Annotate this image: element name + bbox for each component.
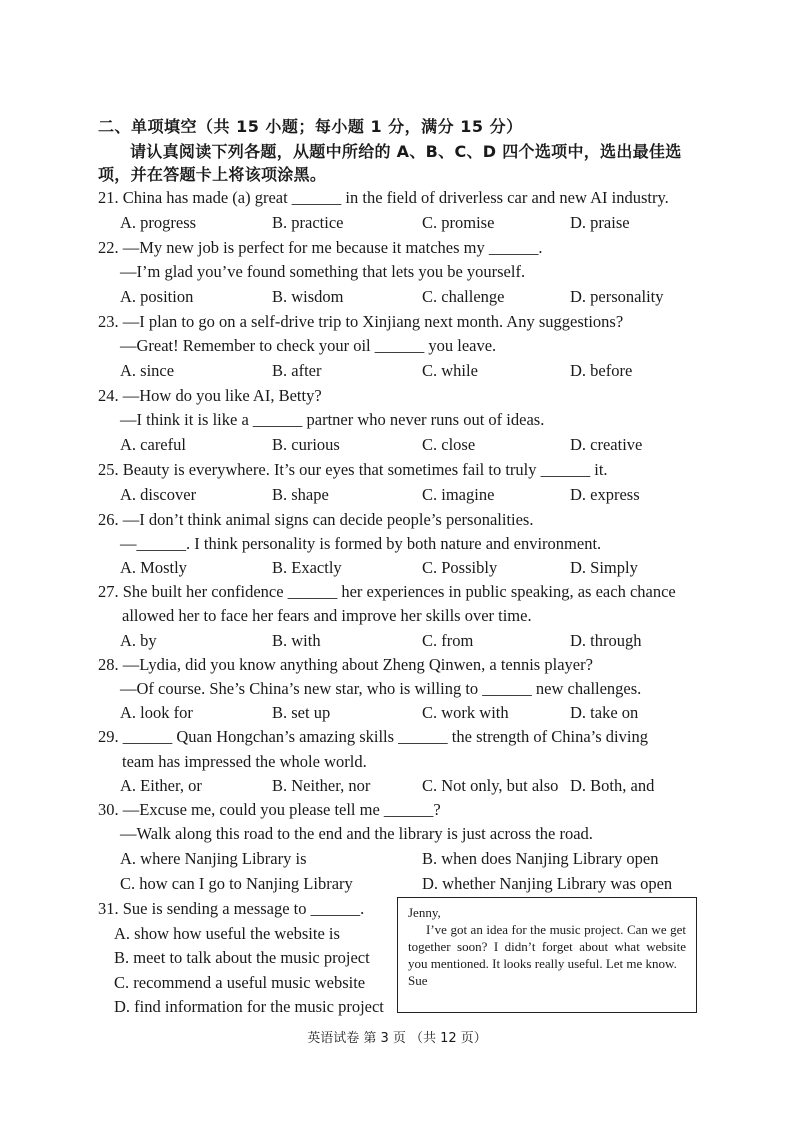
question-text: She built her confidence ______ her experiences in public speaking, as each chance <box>122 582 676 601</box>
option-d[interactable]: D. Simply <box>570 558 638 577</box>
option-b[interactable]: B. when does Nanjing Library open <box>422 849 659 868</box>
question-number: 28. <box>98 655 119 674</box>
section-instruction-line2: 项，并在答题卡上将该项涂黑。 <box>98 165 327 184</box>
question-text-line: —Great! Remember to check your oil ______ you leave. <box>120 336 497 355</box>
question-text: Sue is sending a message to ______. <box>122 899 365 918</box>
option-b[interactable]: B. shape <box>272 485 329 504</box>
question-27-stem <box>98 582 676 602</box>
option-b[interactable]: B. after <box>272 361 322 380</box>
question-21-stem <box>98 188 669 208</box>
question-24-stem <box>98 386 322 406</box>
question-31-stem <box>98 899 364 919</box>
question-text: ______ Quan Hongchan’s amazing skills ______ the strength of China’s diving <box>122 727 648 746</box>
option-d[interactable]: D. take on <box>570 703 639 722</box>
option-b[interactable]: B. Exactly <box>272 558 342 577</box>
option-d[interactable]: D. personality <box>570 287 664 306</box>
option-a[interactable]: A. progress <box>120 213 197 232</box>
question-number: 25. <box>98 460 119 479</box>
question-number: 21. <box>98 188 119 207</box>
question-number: 22. <box>98 238 119 257</box>
question-number: 24. <box>98 386 119 405</box>
option-a[interactable]: A. by <box>120 631 157 650</box>
option-b[interactable]: B. with <box>272 631 321 650</box>
option-c[interactable]: C. from <box>422 631 474 650</box>
option-c[interactable]: C. recommend a useful music website <box>114 973 366 992</box>
question-26-stem <box>98 510 533 530</box>
question-text: —I don’t think animal signs can decide people’s personalities. <box>122 510 534 529</box>
option-d[interactable]: D. Both, and <box>570 776 655 795</box>
question-25-stem <box>98 460 608 480</box>
option-c[interactable]: C. how can I go to Nanjing Library <box>120 874 353 893</box>
question-text: —Excuse me, could you please tell me ______? <box>122 800 441 819</box>
question-text: —My new job is perfect for me because it matches my ______. <box>122 238 543 257</box>
question-number: 30. <box>98 800 119 819</box>
question-29-stem <box>98 727 648 747</box>
option-d[interactable]: D. before <box>570 361 633 380</box>
option-a[interactable]: A. Either, or <box>120 776 202 795</box>
option-d[interactable]: D. creative <box>570 435 643 454</box>
question-text: China has made (a) great ______ in the field of driverless car and new AI industry. <box>122 188 669 207</box>
message-body: I’ve got an idea for the music project. Can we get together soon? I didn’t forget about what website you mentioned. It looks really useful. Let me know. <box>408 922 686 971</box>
option-d[interactable]: D. express <box>570 485 640 504</box>
section-instruction-line1: 请认真阅读下列各题，从题中所给的 A、B、C、D 四个选项中，选出最佳选 <box>130 142 682 161</box>
question-28-stem <box>98 655 593 675</box>
option-d[interactable]: D. whether Nanjing Library was open <box>422 874 673 893</box>
option-b[interactable]: B. Neither, nor <box>272 776 371 795</box>
option-a[interactable]: A. Mostly <box>120 558 187 577</box>
option-b[interactable]: B. curious <box>272 435 340 454</box>
question-text-line: team has impressed the whole world. <box>122 752 367 771</box>
option-b[interactable]: B. meet to talk about the music project <box>114 948 370 967</box>
option-c[interactable]: C. work with <box>422 703 509 722</box>
option-c[interactable]: C. imagine <box>422 485 495 504</box>
question-text: —I plan to go on a self-drive trip to Xinjiang next month. Any suggestions? <box>122 312 624 331</box>
option-a[interactable]: A. since <box>120 361 175 380</box>
option-a[interactable]: A. look for <box>120 703 193 722</box>
option-a[interactable]: A. discover <box>120 485 197 504</box>
message-signature: Sue <box>408 973 428 988</box>
option-c[interactable]: C. promise <box>422 213 495 232</box>
page-footer: 英语试卷 第 3 页 （共 12 页） <box>307 1031 487 1046</box>
option-b[interactable]: B. practice <box>272 213 344 232</box>
question-number: 29. <box>98 727 119 746</box>
question-number: 23. <box>98 312 119 331</box>
message-salutation: Jenny, <box>408 905 441 920</box>
option-c[interactable]: C. close <box>422 435 476 454</box>
question-text-line: —Of course. She’s China’s new star, who is willing to ______ new challenges. <box>120 679 642 698</box>
option-c[interactable]: C. Not only, but also <box>422 776 559 795</box>
question-text-line: —Walk along this road to the end and the library is just across the road. <box>120 824 593 843</box>
question-23-stem <box>98 312 623 332</box>
question-number: 27. <box>98 582 119 601</box>
option-d[interactable]: D. find information for the music project <box>114 997 384 1016</box>
option-d[interactable]: D. through <box>570 631 642 650</box>
option-c[interactable]: C. while <box>422 361 478 380</box>
section-title: 二、单项填空（共 15 小题；每小题 1 分，满分 15 分） <box>98 117 523 136</box>
question-text-line: —I’m glad you’ve found something that lets you be yourself. <box>120 262 526 281</box>
question-text-line: —______. I think personality is formed by both nature and environment. <box>120 534 602 553</box>
option-c[interactable]: C. Possibly <box>422 558 498 577</box>
question-text: —Lydia, did you know anything about Zheng Qinwen, a tennis player? <box>122 655 593 674</box>
question-text: —How do you like AI, Betty? <box>122 386 322 405</box>
question-number: 31. <box>98 899 119 918</box>
question-number: 26. <box>98 510 119 529</box>
option-a[interactable]: A. show how useful the website is <box>114 924 340 943</box>
option-c[interactable]: C. challenge <box>422 287 505 306</box>
option-a[interactable]: A. position <box>120 287 194 306</box>
question-text-line: —I think it is like a ______ partner who never runs out of ideas. <box>120 410 545 429</box>
question-text: Beauty is everywhere. It’s our eyes that sometimes fail to truly ______ it. <box>122 460 608 479</box>
option-b[interactable]: B. set up <box>272 703 331 722</box>
option-a[interactable]: A. careful <box>120 435 186 454</box>
message-box <box>397 897 697 1013</box>
question-text-line: allowed her to face her fears and improve her skills over time. <box>122 606 532 625</box>
option-a[interactable]: A. where Nanjing Library is <box>120 849 307 868</box>
option-b[interactable]: B. wisdom <box>272 287 344 306</box>
option-d[interactable]: D. praise <box>570 213 630 232</box>
question-22-stem <box>98 238 542 258</box>
question-30-stem <box>98 800 441 820</box>
